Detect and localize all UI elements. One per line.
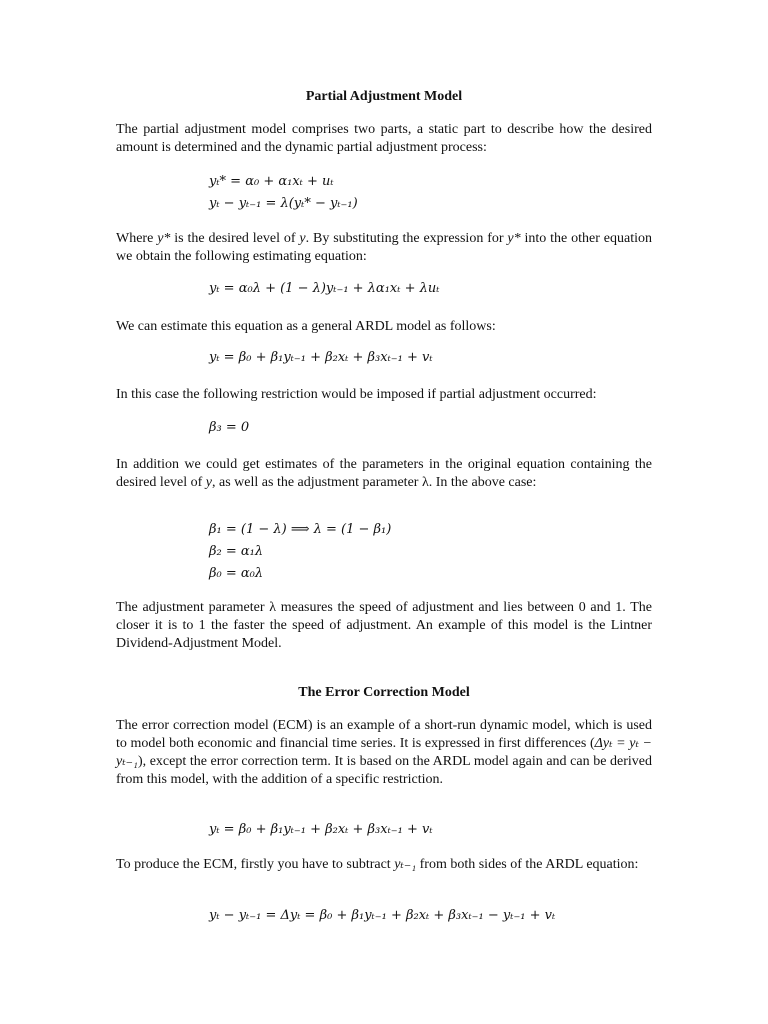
paragraph-produce: To produce the ECM, firstly you have to subtract yₜ₋₁ from both sides of the ARDL equation: [116,857,639,872]
paragraph-intro: The partial adjustment model comprises two parts, a static part to describe how the desired amount is determined and the dynamic partial adjustment process: [116,122,652,155]
equation-dynamic: yₜ − yₜ₋₁ = λ(yₜ* − yₜ₋₁) [209,196,358,211]
equation-ardl-ecm: yₜ = β₀ + β₁yₜ₋₁ + β₂xₜ + β₃xₜ₋₁ + vₜ [209,822,433,837]
equation-beta0: β₀ = α₀λ [209,566,264,581]
equation-beta2: β₂ = α₁λ [209,544,264,559]
paragraph-lambda: The adjustment parameter λ measures the speed of adjustment and lies between 0 and 1. The closer it is to 1 the faster the speed of adjustment. An example of this model is the Lintner Dividend-Adjustment Model. [116,600,652,651]
paragraph-estimates: In addition we could get estimates of the parameters in the original equation containing the desired level of y, as well as the adjustment parameter λ. In the above case: [116,457,652,490]
paragraph-restriction: In this case the following restriction would be imposed if partial adjustment occurred: [116,387,597,402]
equation-beta1: β₁ = (1 − λ) ⟹ λ = (1 − β₁) [209,522,392,537]
equation-ardl: yₜ = β₀ + β₁yₜ₋₁ + β₂xₜ + β₃xₜ₋₁ + vₜ [209,350,433,365]
section-title-partial-adjustment: Partial Adjustment Model [305,89,463,104]
equation-static: yₜ* = α₀ + α₁xₜ + uₜ [209,174,334,189]
equation-estimating: yₜ = α₀λ + (1 − λ)yₜ₋₁ + λα₁xₜ + λuₜ [209,281,440,296]
paragraph-ecm-intro: The error correction model (ECM) is an example of a short-run dynamic model, which is used to model both economic and financial time series. It is expressed in first differences (Δyₜ = yₜ − yₜ₋₁), except the error correction term. It is based on the ARDL model again and can be derived from this model, with the addition of a specific restriction. [116,718,652,787]
equation-subtract: yₜ − yₜ₋₁ = Δyₜ = β₀ + β₁yₜ₋₁ + β₂xₜ + β₃xₜ₋₁ − yₜ₋₁ + vₜ [209,908,556,923]
paragraph-ardl-intro: We can estimate this equation as a general ARDL model as follows: [116,319,496,334]
section-title-error-correction: The Error Correction Model [298,685,470,700]
paragraph-where: Where y* is the desired level of y. By substituting the expression for y* into the other equation we obtain the following estimating equation: [116,231,652,264]
equation-restriction: β₃ = 0 [209,420,250,435]
